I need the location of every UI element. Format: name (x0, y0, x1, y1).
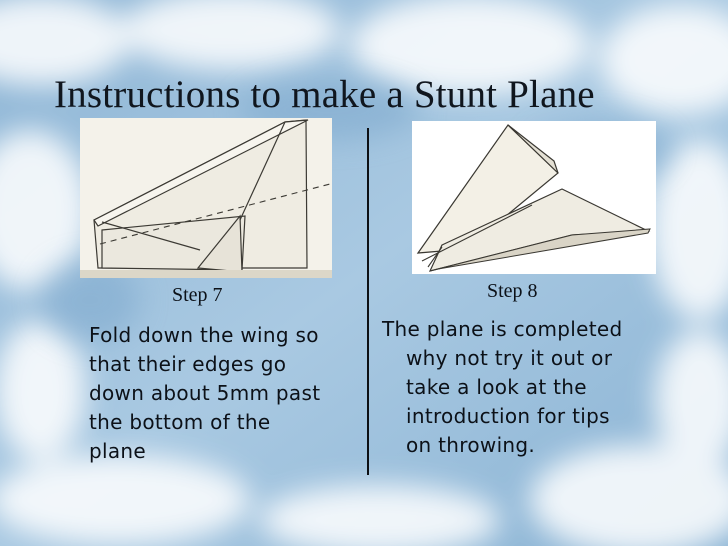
caption-line: the bottom of the (89, 410, 271, 434)
step-7-caption (89, 321, 320, 466)
caption-line: that their edges go (89, 352, 287, 376)
slide-title: Instructions to make a Stunt Plane (54, 73, 595, 116)
caption-line: down about 5mm past (89, 381, 321, 405)
caption-line: Fold down the wing so (89, 323, 319, 347)
caption-line: on throwing. (406, 433, 536, 457)
caption-line: plane (89, 439, 146, 463)
step-7-label: Step 7 (172, 284, 223, 306)
caption-line: why not try it out or (406, 346, 613, 370)
column-divider (367, 128, 369, 475)
step-8-plane-image (412, 121, 656, 274)
step-8-caption (382, 315, 622, 460)
step-7-plane-image (80, 118, 332, 278)
caption-line: The plane is completed (382, 317, 623, 341)
caption-line: take a look at the (406, 375, 587, 399)
caption-line: introduction for tips (406, 404, 610, 428)
step-8-label: Step 8 (487, 280, 538, 302)
